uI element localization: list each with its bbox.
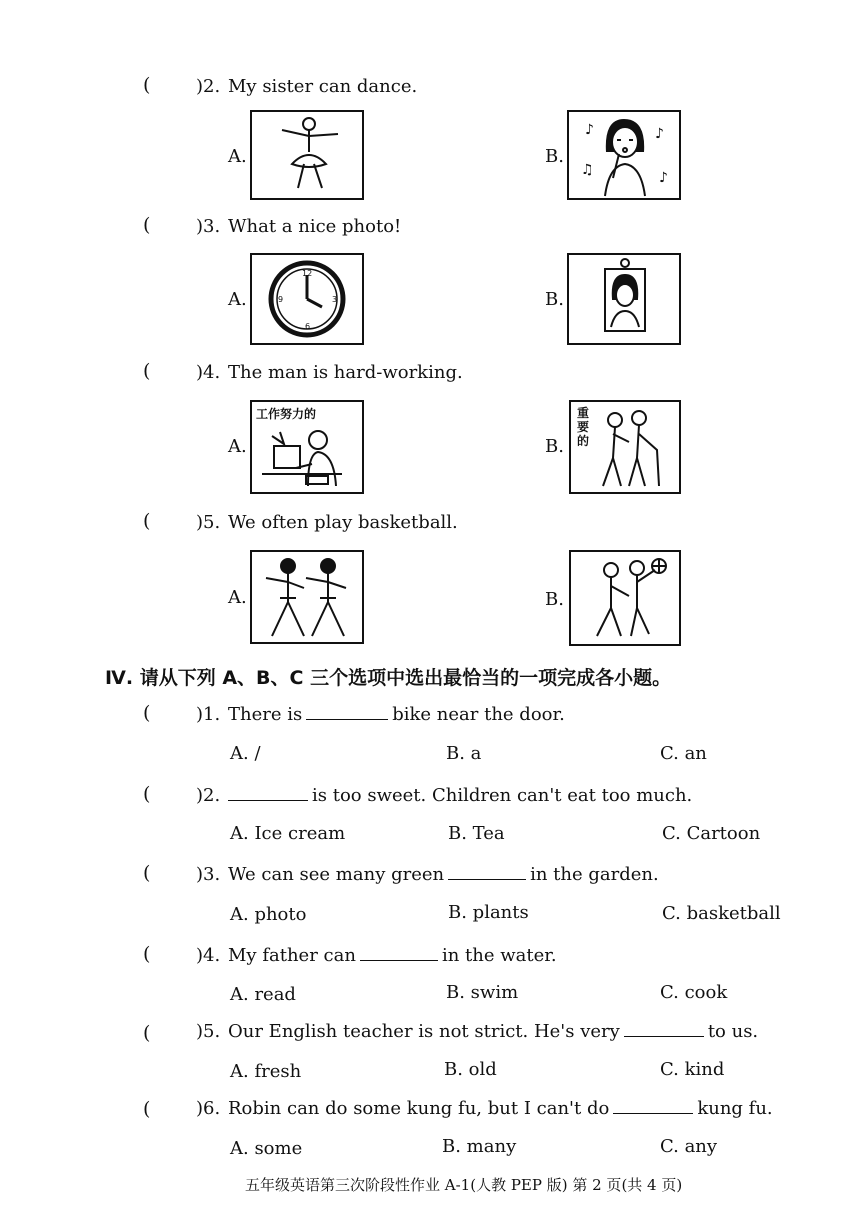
option-a-label: A. [228,587,247,608]
question-number: )2. [196,785,221,806]
option-c[interactable]: C. any [660,1136,718,1157]
option-b[interactable]: B. old [444,1059,497,1080]
option-c[interactable]: C. cook [660,982,728,1003]
image-caption: 重要的 [577,406,590,448]
option-b-label: B. [545,289,564,310]
svg-text:♫: ♫ [581,162,594,178]
answer-paren[interactable]: ( [143,702,151,724]
question-text: My sister can dance. [228,76,418,97]
ballerina-icon[interactable] [250,110,364,200]
option-b-label: B. [545,436,564,457]
section-title: Ⅳ. 请从下列 A、B、C 三个选项中选出最恰当的一项完成各小题。 [105,667,672,689]
singer-icon[interactable] [567,110,681,200]
option-a[interactable]: A. photo [230,904,307,925]
option-b[interactable]: B. many [442,1136,517,1157]
svg-text:3: 3 [332,295,338,304]
question-text-after: is too sweet. Children can't eat too much. [312,785,693,806]
answer-blank[interactable] [624,1022,704,1037]
question-text-before: Robin can do some kung fu, but I can't do [228,1098,610,1119]
question-text [228,1021,758,1042]
question-text: What a nice photo! [228,216,402,237]
option-a[interactable]: A. Ice cream [230,823,346,844]
question-text-after: to us. [707,1021,759,1042]
question-number: )3. [196,216,221,237]
answer-blank[interactable] [306,705,388,720]
question-text [228,1098,773,1119]
question-text [228,945,557,966]
answer-paren[interactable]: ( [143,1022,151,1044]
answer-blank[interactable] [360,946,438,961]
answer-paren[interactable]: ( [143,214,151,236]
option-a-label: A. [228,146,247,167]
answer-paren[interactable]: ( [143,862,151,884]
answer-paren[interactable]: ( [143,943,151,965]
option-a-label: A. [228,289,247,310]
option-b-label: B. [545,589,564,610]
option-b[interactable]: B. a [446,743,482,764]
question-text-before: We can see many green [228,864,445,885]
svg-text:6: 6 [305,322,311,331]
question-text: We often play basketball. [228,512,458,533]
svg-text:♪: ♪ [659,170,668,186]
option-b-label: B. [545,146,564,167]
working-man-icon[interactable] [250,400,364,494]
answer-blank[interactable] [228,786,308,801]
question-number: )1. [196,704,221,725]
answer-paren[interactable]: ( [143,510,151,532]
answer-paren[interactable]: ( [143,360,151,382]
question-number: )4. [196,945,221,966]
question-text-before: There is [228,704,303,725]
question-number: )2. [196,76,221,97]
question-number: )5. [196,512,221,533]
option-a[interactable]: A. some [230,1138,303,1159]
question-text-after: in the water. [441,945,557,966]
photo-icon[interactable] [567,253,681,345]
image-caption: 工作努力的 [256,407,317,421]
answer-paren[interactable]: ( [143,1098,151,1120]
option-b[interactable]: B. swim [446,982,519,1003]
option-c[interactable]: C. Cartoon [662,823,761,844]
option-a-label: A. [228,436,247,457]
svg-text:12: 12 [302,269,313,278]
answer-blank[interactable] [448,865,526,880]
option-a[interactable]: A. fresh [230,1061,302,1082]
basketball-icon[interactable] [569,550,681,646]
question-number: )4. [196,362,221,383]
question-text [228,704,565,725]
answer-blank[interactable] [613,1099,693,1114]
option-a[interactable]: A. read [230,984,296,1005]
svg-text:♪: ♪ [585,122,594,138]
question-text-before: My father can [228,945,356,966]
question-text-after: bike near the door. [392,704,565,725]
helping-elder-icon[interactable] [569,400,681,494]
answer-paren[interactable]: ( [143,783,151,805]
question-text [224,785,692,806]
kung-fu-icon[interactable] [250,550,364,644]
question-number: )5. [196,1021,221,1042]
option-b[interactable]: B. plants [448,902,529,923]
answer-paren[interactable]: ( [143,74,151,96]
question-number: )6. [196,1098,221,1119]
question-number: )3. [196,864,221,885]
question-text-before: Our English teacher is not strict. He's very [228,1021,620,1042]
question-text-after: kung fu. [697,1098,773,1119]
svg-text:♪: ♪ [655,126,664,142]
question-text [228,864,659,885]
option-c[interactable]: C. basketball [662,903,781,924]
option-a[interactable]: A. / [230,743,261,764]
option-c[interactable]: C. an [660,743,707,764]
svg-text:9: 9 [278,295,284,304]
option-c[interactable]: C. kind [660,1059,725,1080]
question-text-after: in the garden. [530,864,659,885]
option-b[interactable]: B. Tea [448,823,505,844]
clock-icon[interactable] [250,253,364,345]
question-text: The man is hard-working. [228,362,463,383]
page-footer: 五年级英语第三次阶段性作业 A-1(人教 PEP 版) 第 2 页(共 4 页) [245,1176,683,1194]
